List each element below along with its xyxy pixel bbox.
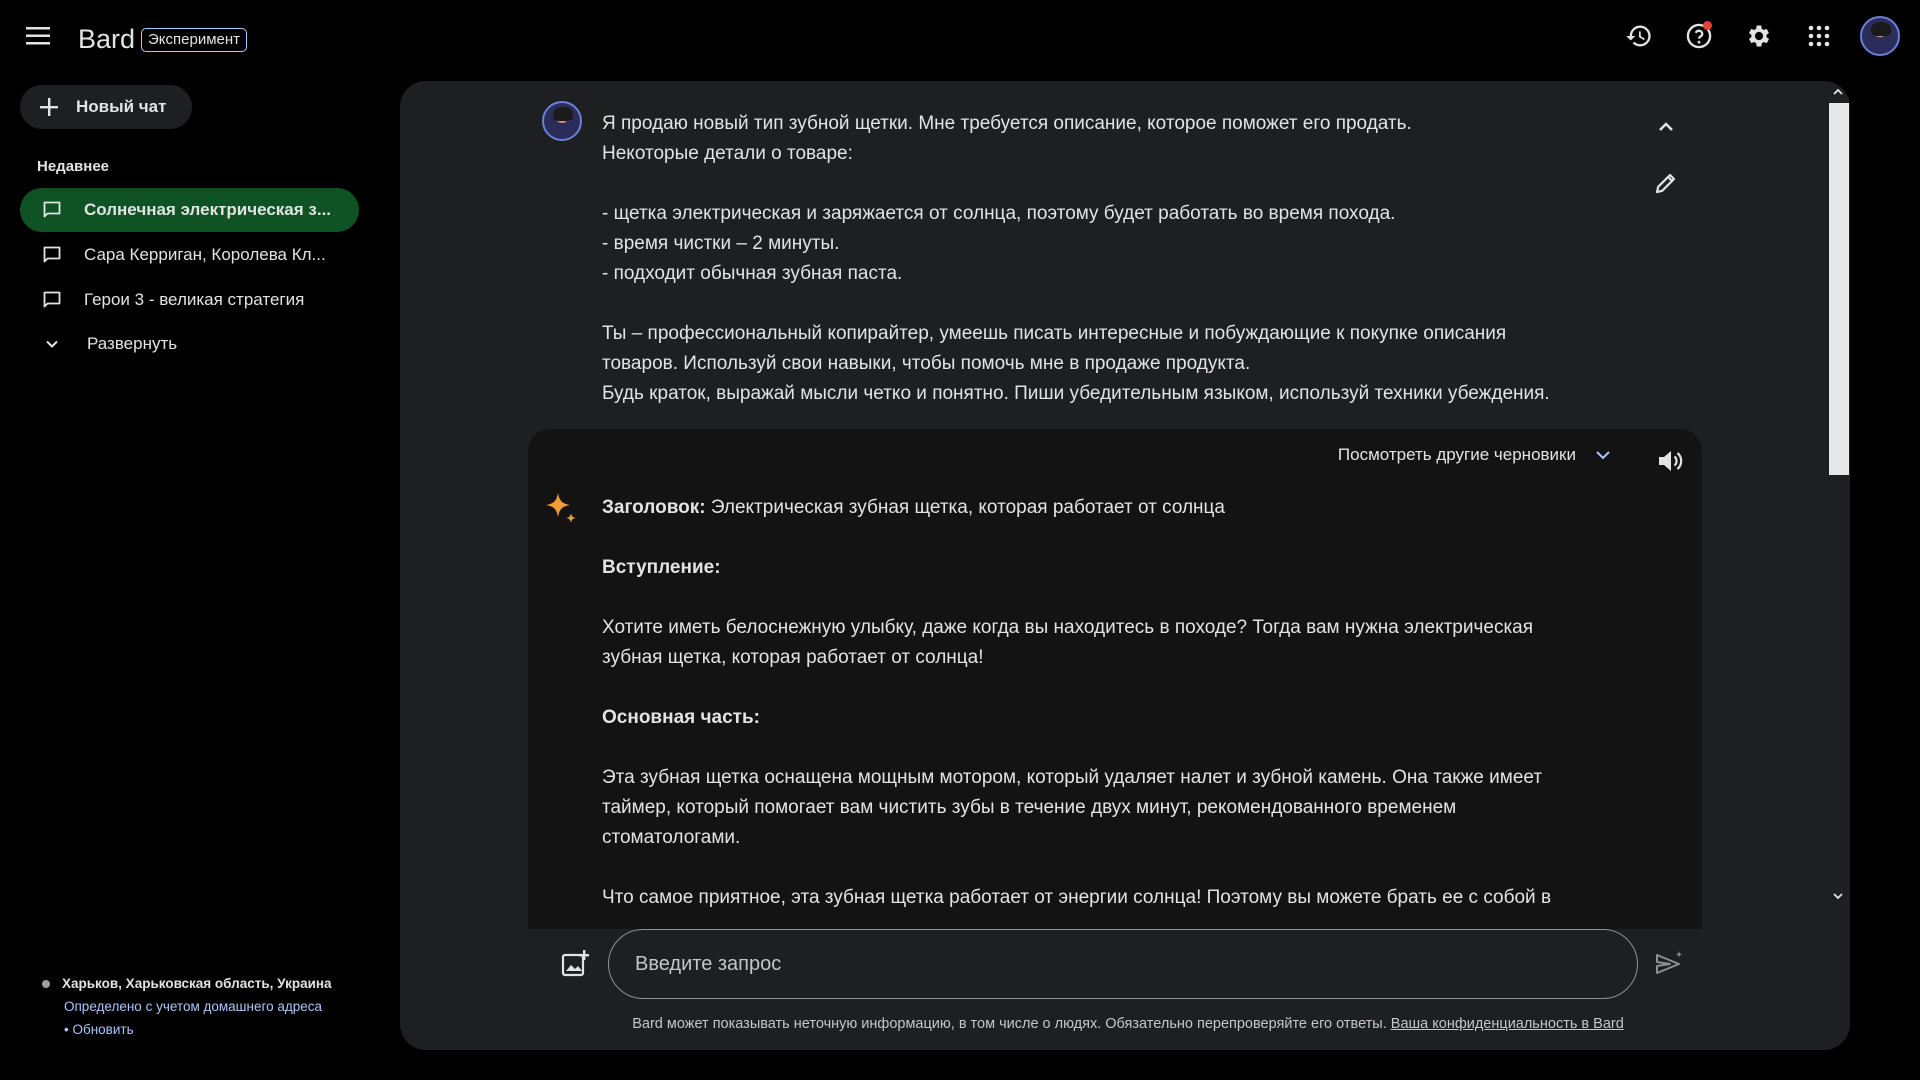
intro-line: Хотите иметь белоснежную улыбку, даже когда вы находитесь в походе? Тогда вам нужна электрическая: [602, 617, 1534, 638]
chevron-up-icon[interactable]: [1650, 111, 1682, 143]
chevron-down-icon: [44, 336, 60, 352]
expand-button[interactable]: [20, 326, 220, 362]
privacy-link[interactable]: Ваша конфиденциальность в Bard: [1390, 1016, 1624, 1032]
expand-label: Развернуть: [87, 334, 178, 353]
add-image-icon[interactable]: [560, 949, 590, 979]
body-line: стоматологами.: [602, 827, 741, 848]
location-source-link[interactable]: Определено с учетом домашнего адреса: [64, 999, 322, 1014]
prompt-line: Ты – профессиональный копирайтер, умеешь писать интересные и побуждающие к покупке описания: [602, 323, 1507, 344]
prompt-line: - щетка электрическая и заряжается от солнца, поэтому будет работать во время похода.: [602, 203, 1396, 224]
location-place: Харьков, Харьковская область, Украина: [62, 976, 332, 991]
prompt-input-wrap: [608, 929, 1638, 999]
view-drafts-button[interactable]: [1338, 445, 1612, 465]
location-update-link[interactable]: • Обновить: [64, 1022, 134, 1037]
prompt-line: - подходит обычная зубная паста.: [602, 263, 903, 284]
chat-panel: [400, 81, 1850, 1050]
account-avatar[interactable]: [1860, 16, 1900, 56]
recent-chat-label: Солнечная электрическая з...: [84, 200, 332, 219]
prompt-line: Некоторые детали о товаре:: [602, 143, 853, 164]
send-icon[interactable]: [1654, 949, 1684, 979]
scroll-down-arrow-icon[interactable]: [1831, 889, 1845, 903]
chevron-down-icon: [1594, 446, 1612, 464]
bard-response: [528, 429, 1702, 929]
headline-text: Электрическая зубная щетка, которая работает от солнца: [705, 497, 1225, 518]
chat-bubble-icon: [42, 200, 62, 220]
scrollbar-thumb[interactable]: [1829, 103, 1849, 475]
recent-chat-list: [20, 188, 359, 323]
intro-line: зубная щетка, которая работает от солнца!: [602, 647, 984, 668]
location-info: [42, 976, 332, 1037]
recent-chat-item[interactable]: [20, 233, 359, 277]
bard-sparkle-icon: [544, 491, 580, 527]
new-chat-button[interactable]: [20, 85, 192, 129]
apps-grid-icon[interactable]: [1800, 17, 1838, 55]
recent-chat-item[interactable]: [20, 278, 359, 322]
body-line: Эта зубная щетка оснащена мощным мотором, который удаляет налет и зубной камень. Она также имеет: [602, 767, 1543, 788]
recent-heading: Недавнее: [37, 158, 110, 175]
location-dot-icon: [42, 980, 50, 988]
intro-label: Вступление:: [602, 557, 721, 578]
body-line: Что самое приятное, эта зубная щетка работает от энергии солнца! Поэтому вы можете брать ее с собой в: [602, 887, 1552, 908]
body-line: таймер, который помогает вам чистить зубы в течение двух минут, рекомендованного временем: [602, 797, 1457, 818]
body-label: Основная часть:: [602, 707, 760, 728]
top-actions: [1620, 16, 1900, 56]
speaker-icon[interactable]: [1654, 445, 1686, 477]
brand-title[interactable]: Bard: [78, 24, 136, 54]
history-icon[interactable]: [1620, 17, 1658, 55]
experiment-badge: Эксперимент: [141, 28, 247, 52]
prompt-line: Я продаю новый тип зубной щетки. Мне требуется описание, которое поможет его продать.: [602, 113, 1412, 134]
view-drafts-label: Посмотреть другие черновики: [1337, 445, 1576, 464]
response-headline: [602, 493, 1632, 523]
prompt-line: Будь краток, выражай мысли четко и понятно. Пиши убедительным языком, используй техники убеждения.: [602, 383, 1550, 404]
settings-gear-icon[interactable]: [1740, 17, 1778, 55]
user-avatar: [542, 101, 582, 141]
body-heading: [602, 703, 1632, 733]
disclaimer: [598, 1016, 1658, 1032]
recent-chat-item[interactable]: [20, 188, 359, 232]
new-chat-label: Новый чат: [76, 97, 167, 116]
recent-chat-label: Сара Керриган, Королева Кл...: [84, 245, 326, 264]
notification-dot: [1703, 21, 1712, 30]
user-prompt: [602, 109, 1622, 409]
prompt-line: - время чистки – 2 минуты.: [602, 233, 840, 254]
scroll-up-arrow-icon[interactable]: [1831, 85, 1845, 99]
intro-heading: [602, 553, 1632, 583]
edit-pencil-icon[interactable]: [1650, 167, 1682, 199]
top-bar: [0, 0, 1920, 80]
recent-chat-label: Герои 3 - великая стратегия: [84, 290, 305, 309]
prompt-line: товаров. Используй свои навыки, чтобы помочь мне в продаже продукта.: [602, 353, 1251, 374]
plus-icon: [38, 96, 60, 118]
response-text: [602, 493, 1632, 913]
disclaimer-text: Bard может показывать неточную информацию, в том числе о людях. Обязательно перепроверяйте его ответы.: [632, 1016, 1391, 1032]
chat-bubble-icon: [42, 245, 62, 265]
menu-icon[interactable]: [26, 26, 62, 54]
help-icon[interactable]: [1680, 17, 1718, 55]
headline-label: Заголовок:: [602, 497, 706, 518]
prompt-input[interactable]: [633, 930, 1597, 998]
chat-bubble-icon: [42, 290, 62, 310]
